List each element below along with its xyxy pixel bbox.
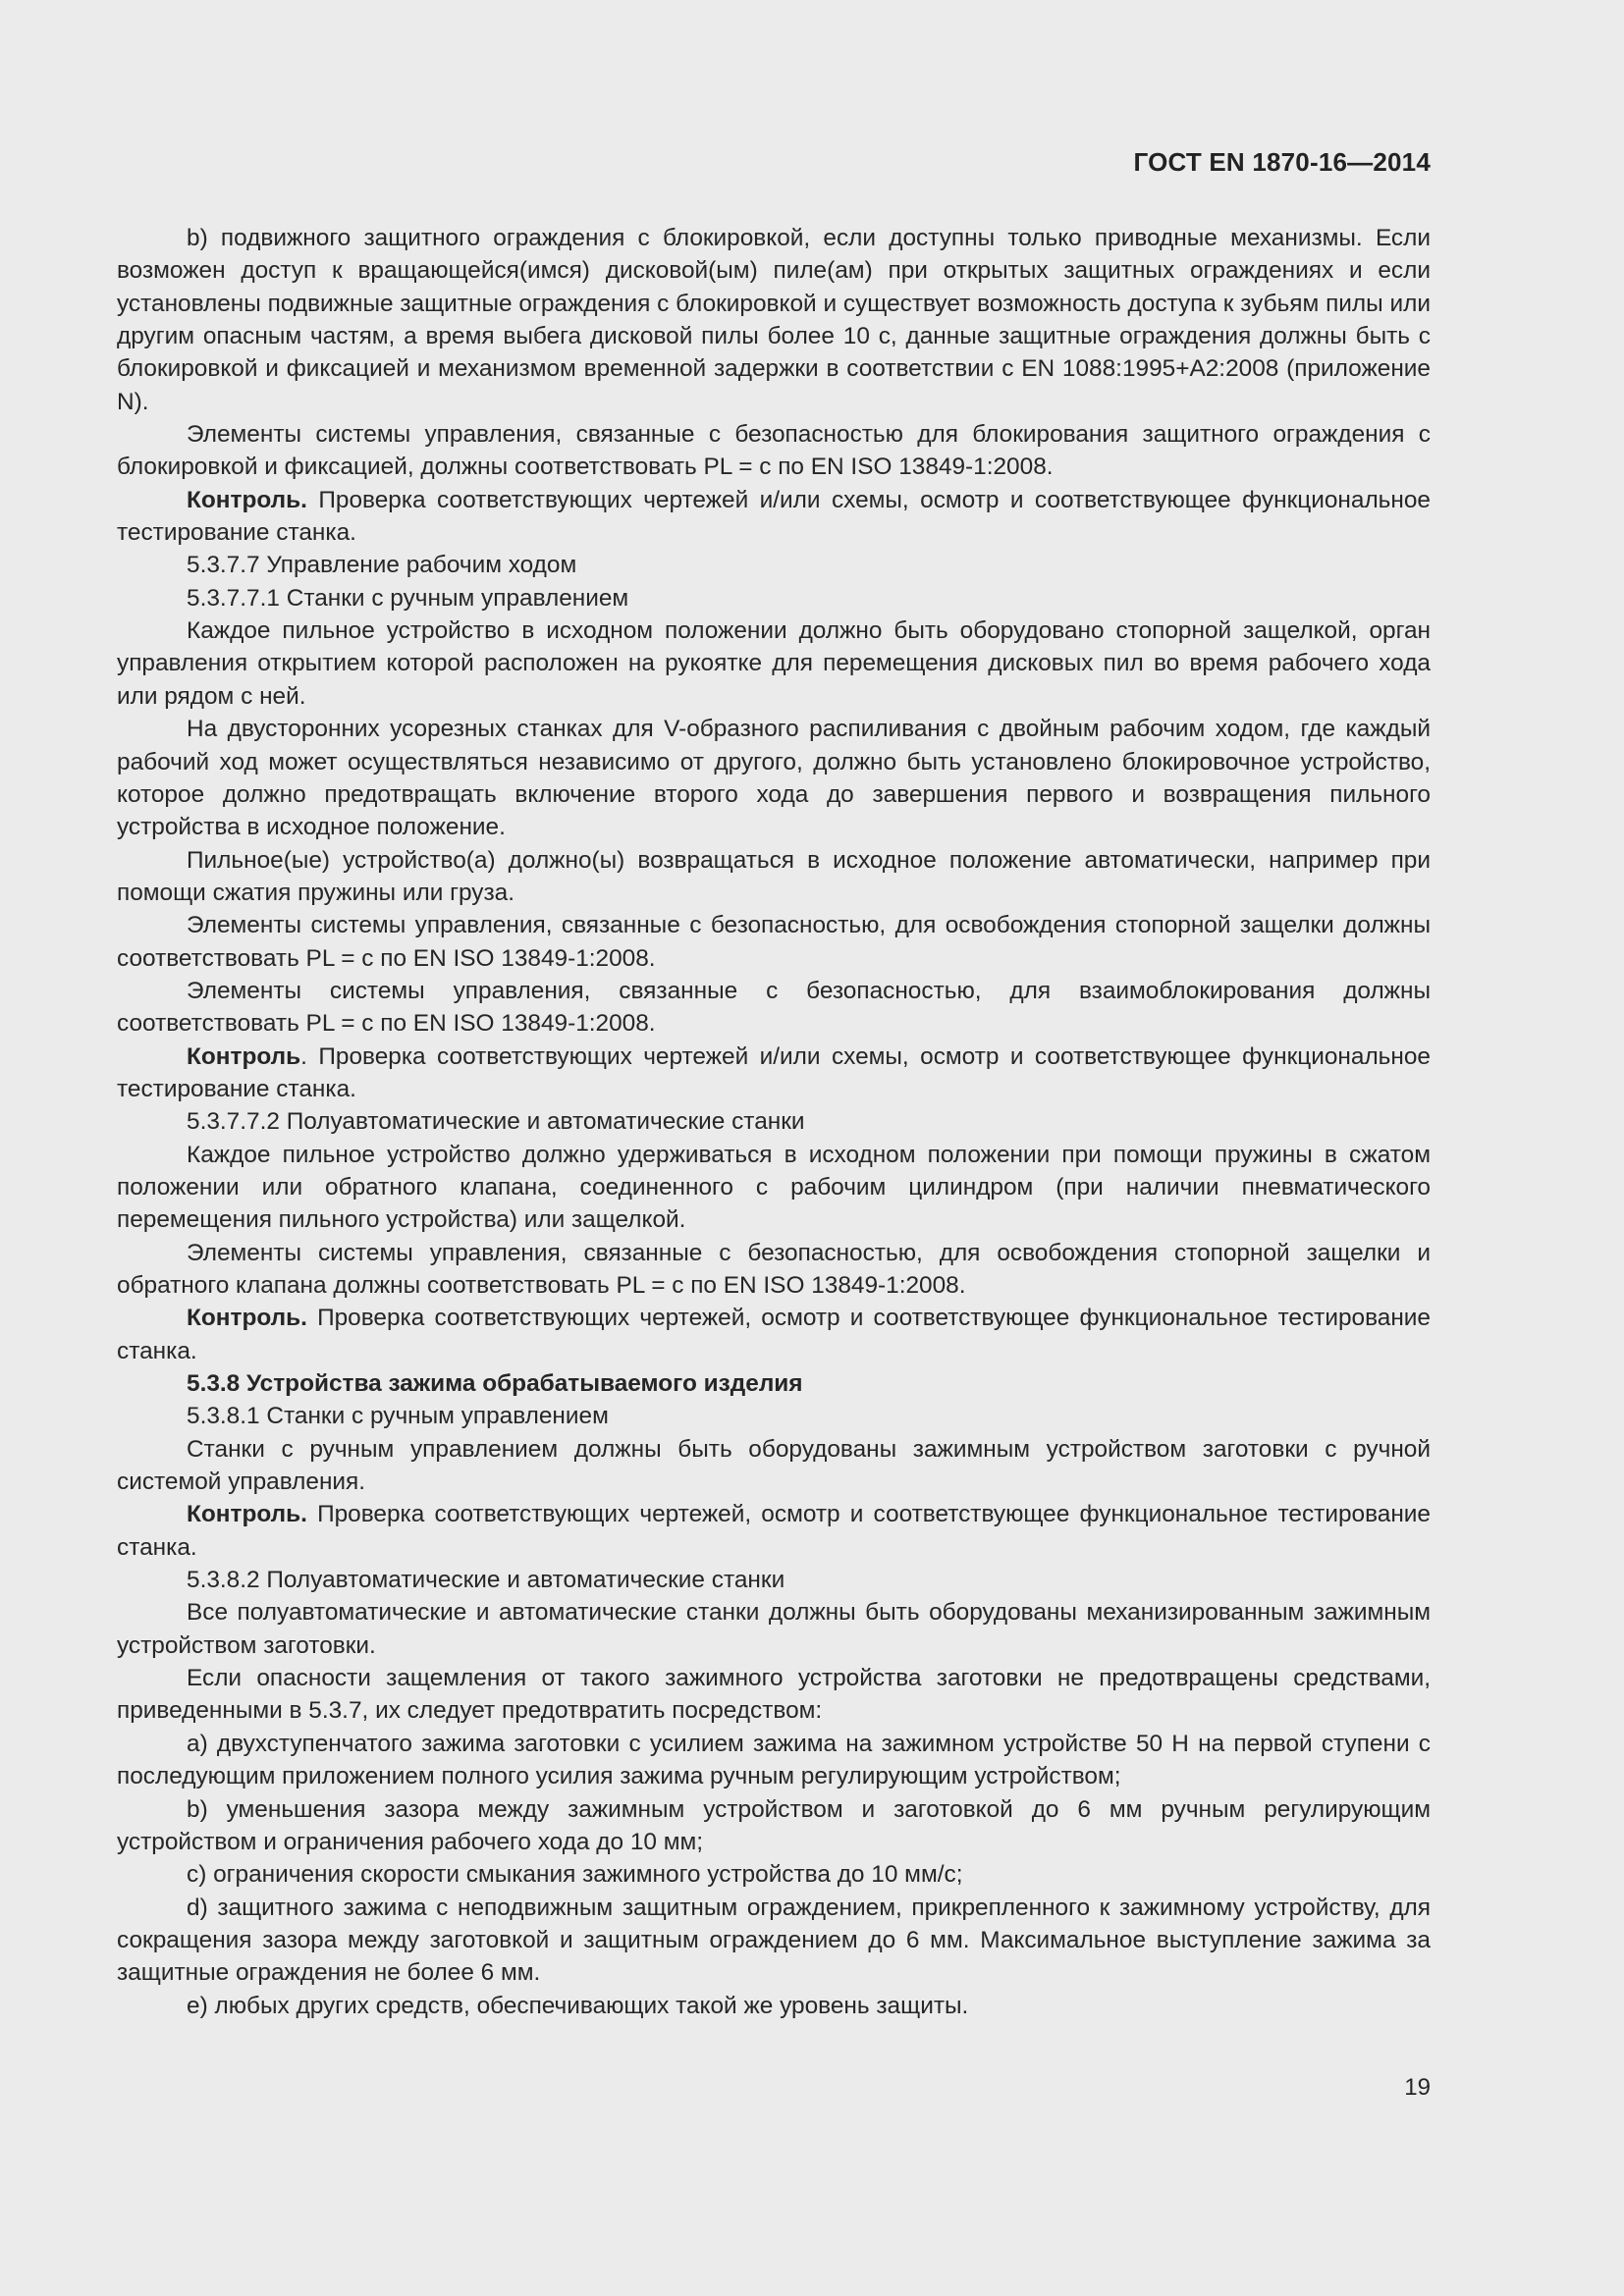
paragraph-text: Если опасности защемления от такого зажимного устройства заготовки не предотвращены средствами, приведенными в 5.3.7, их следует предотвратить посредством: bbox=[117, 1665, 1431, 1725]
document-body bbox=[117, 222, 1431, 2022]
paragraph bbox=[117, 1728, 1431, 1793]
paragraph bbox=[117, 614, 1431, 713]
document-page bbox=[117, 0, 1431, 2296]
paragraph-text: b) уменьшения зазора между зажимным устройством и заготовкой до 6 мм ручным регулирующим устройством и ограничения рабочего хода до 10 мм; bbox=[117, 1795, 1431, 1855]
paragraph-text: 5.3.7.7 Управление рабочим ходом bbox=[187, 552, 577, 579]
paragraph-text: . Проверка соответствующих чертежей и/или схемы, осмотр и соответствующее функциональное тестирование станка. bbox=[117, 1042, 1431, 1102]
paragraph-text: Проверка соответствующих чертежей, осмотр и соответствующее функциональное тестирование станка. bbox=[117, 1501, 1431, 1561]
paragraph-text: c) ограничения скорости смыкания зажимного устройства до 10 мм/с; bbox=[187, 1861, 963, 1889]
paragraph-text: Все полуавтоматические и автоматические станки должны быть оборудованы механизированным зажимным устройством заготовки. bbox=[117, 1599, 1431, 1659]
paragraph-lead-bold: 5.3.8 Устройства зажима обрабатываемого изделия bbox=[187, 1370, 803, 1398]
paragraph bbox=[117, 1433, 1431, 1499]
paragraph-text: Пильное(ые) устройство(а) должно(ы) возвращаться в исходное положение автоматически, например при помощи сжатия пружины или груза. bbox=[117, 846, 1431, 906]
paragraph-text: Проверка соответствующих чертежей, осмотр и соответствующее функциональное тестирование станка. bbox=[117, 1305, 1431, 1364]
paragraph bbox=[117, 582, 1431, 614]
paragraph-text: 5.3.8.1 Станки с ручным управлением bbox=[187, 1403, 609, 1430]
paragraph bbox=[117, 1400, 1431, 1432]
paragraph bbox=[117, 1498, 1431, 1564]
paragraph bbox=[117, 1367, 1431, 1400]
paragraph-text: b) подвижного защитного ограждения с блокировкой, если доступны только приводные механизмы. Если возможен доступ к вращающейся(имся) дисковой(ым) пиле(ам) при открытых защитных ограждениях и если установлены подвижные защитные ограждения с блокировкой и существует возможность доступа к зубьям пилы или другим опасным частям, а время выбега дисковой пилы более 10 с, данные защитные ограждения должны быть с блокировкой и фиксацией и механизмом временной задержки в соответствии с EN 1088:1995+А2:2008 (приложение N). bbox=[117, 225, 1431, 415]
paragraph-lead-bold: Контроль. bbox=[187, 1305, 307, 1332]
paragraph-text: e) любых других средств, обеспечивающих такой же уровень защиты. bbox=[187, 1992, 969, 2019]
paragraph bbox=[117, 1596, 1431, 1662]
paragraph bbox=[117, 909, 1431, 975]
paragraph-text: a) двухступенчатого зажима заготовки с усилием зажима на зажимном устройстве 50 Н на первой ступени с последующим приложением полного усилия зажима ручным регулирующим устройством; bbox=[117, 1730, 1431, 1790]
paragraph bbox=[117, 713, 1431, 843]
paragraph-text: Каждое пильное устройство в исходном положении должно быть оборудовано стопорной защелкой, орган управления открытием которой расположен на рукоятке для перемещения дисковых пил во время рабочего хода или рядом с ней. bbox=[117, 617, 1431, 710]
paragraph bbox=[117, 1662, 1431, 1728]
paragraph bbox=[117, 1302, 1431, 1367]
paragraph-lead-bold: Контроль. bbox=[187, 486, 307, 513]
paragraph bbox=[117, 1793, 1431, 1859]
paragraph-text: Каждое пильное устройство должно удерживаться в исходном положении при помощи пружины в сжатом положении или обратного клапана, соединенного с рабочим цилиндром (при наличии пневматического перемещения пильного устройства) или защелкой. bbox=[117, 1141, 1431, 1234]
paragraph-lead-bold: Контроль. bbox=[187, 1501, 307, 1528]
paragraph-text: 5.3.8.2 Полуавтоматические и автоматические станки bbox=[187, 1567, 785, 1594]
paragraph bbox=[117, 549, 1431, 581]
document-code-header: ГОСТ EN 1870-16—2014 bbox=[1133, 147, 1431, 177]
paragraph bbox=[117, 844, 1431, 910]
paragraph-text: Элементы системы управления, связанные с безопасностью, для освобождения стопорной защелки и обратного клапана должны соответствовать PL = с по EN ISO 13849-1:2008. bbox=[117, 1239, 1431, 1299]
paragraph bbox=[117, 222, 1431, 418]
paragraph bbox=[117, 1990, 1431, 2022]
paragraph bbox=[117, 484, 1431, 550]
paragraph bbox=[117, 418, 1431, 484]
paragraph-text: 5.3.7.7.2 Полуавтоматические и автоматические станки bbox=[187, 1108, 805, 1136]
paragraph bbox=[117, 1892, 1431, 1990]
paragraph bbox=[117, 1858, 1431, 1891]
paragraph-text: Станки с ручным управлением должны быть оборудованы зажимным устройством заготовки с ручной системой управления. bbox=[117, 1435, 1431, 1496]
paragraph bbox=[117, 1237, 1431, 1303]
paragraph-text: Элементы системы управления, связанные с безопасностью, для взаимоблокирования должны соответствовать PL = с по EN ISO 13849-1:2008. bbox=[117, 977, 1431, 1038]
page-number: 19 bbox=[1404, 2074, 1431, 2101]
paragraph-text: 5.3.7.7.1 Станки с ручным управлением bbox=[187, 584, 629, 612]
paragraph-text: Элементы системы управления, связанные с безопасностью для блокирования защитного ограждения с блокировкой и фиксацией, должны соответствовать PL = с по EN ISO 13849-1:2008. bbox=[117, 421, 1431, 481]
paragraph bbox=[117, 975, 1431, 1041]
paragraph-text: d) защитного зажима с неподвижным защитным ограждением, прикрепленного к зажимному устройству, для сокращения зазора между заготовкой и защитным ограждением до 6 мм. Максимальное выступление зажима за защитные ограждения не более 6 мм. bbox=[117, 1894, 1431, 1987]
paragraph bbox=[117, 1139, 1431, 1237]
paragraph-text: На двусторонних усорезных станках для V-образного распиливания с двойным рабочим ходом, где каждый рабочий ход может осуществляться независимо от другого, должно быть установлено блокировочное устройство, которое должно предотвращать включение второго хода до завершения первого и возвращения пильного устройства в исходное положение. bbox=[117, 716, 1431, 841]
paragraph-text: Элементы системы управления, связанные с безопасностью, для освобождения стопорной защелки должны соответствовать PL = с по EN ISO 13849-1:2008. bbox=[117, 912, 1431, 972]
paragraph-text: Проверка соответствующих чертежей и/или схемы, осмотр и соответствующее функциональное тестирование станка. bbox=[117, 486, 1431, 547]
paragraph bbox=[117, 1564, 1431, 1596]
paragraph bbox=[117, 1041, 1431, 1106]
paragraph bbox=[117, 1105, 1431, 1138]
paragraph-lead-bold: Контроль bbox=[187, 1042, 301, 1070]
